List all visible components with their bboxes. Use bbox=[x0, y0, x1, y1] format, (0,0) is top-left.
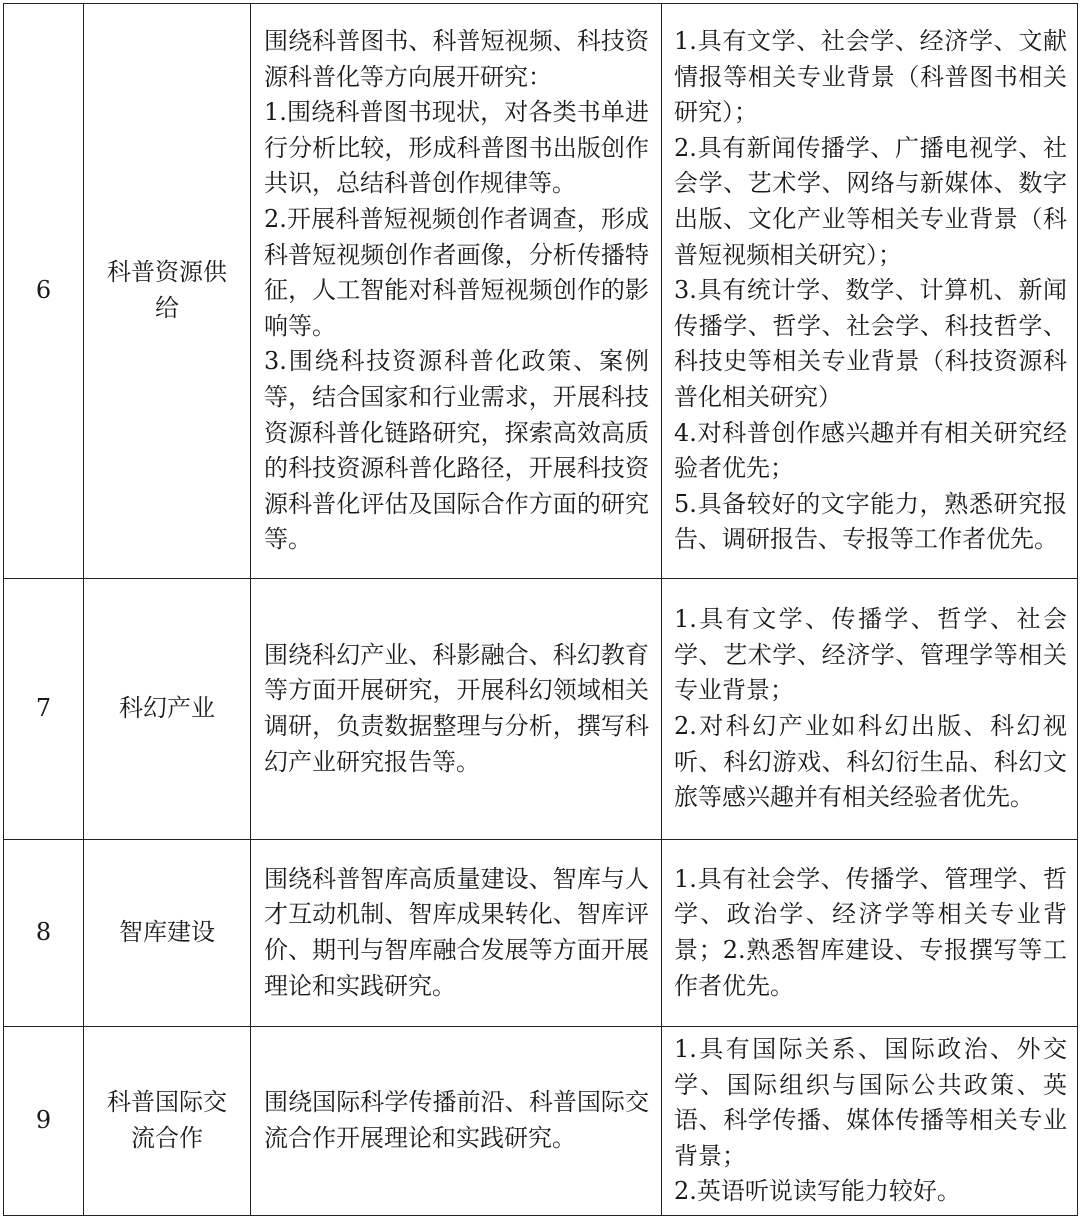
table-row bbox=[4, 1027, 1078, 1216]
row-number: 7 bbox=[4, 579, 84, 840]
requirement-item: 1.具有文学、传播学、哲学、社会学、艺术学、经济学、管理学等相关专业背景； bbox=[674, 605, 1067, 705]
content-paragraph: 2.开展科普短视频创作者调查，形成科普短视频创作者画像，分析传播特征，人工智能对科普短视频创作的影响等。 bbox=[264, 205, 649, 340]
requirements bbox=[662, 1027, 1078, 1216]
content-paragraph: 围绕科普图书、科普短视频、科技资源科普化等方向展开研究： bbox=[264, 27, 649, 91]
requirement-item: 3.具有统计学、数学、计算机、新闻传播学、哲学、社会学、科技哲学、科技史等相关专业背景（科技资源科普化相关研究） bbox=[674, 276, 1067, 411]
row-number: 6 bbox=[4, 4, 84, 579]
requirement-item: 2.对科幻产业如科幻出版、科幻视听、科幻游戏、科幻衍生品、科幻文旅等感兴趣并有相关经验者优先。 bbox=[674, 712, 1067, 812]
research-content bbox=[251, 4, 662, 579]
requirement-item: 4.对科普创作感兴趣并有相关研究经验者优先； bbox=[674, 418, 1067, 483]
table-row bbox=[4, 579, 1078, 840]
content-paragraph: 围绕国际科学传播前沿、科普国际交流合作开展理论和实践研究。 bbox=[264, 1088, 649, 1152]
research-direction: 科普资源供给 bbox=[84, 4, 251, 579]
requirements bbox=[662, 579, 1078, 840]
content-paragraph: 1.围绕科普图书现状，对各类书单进行分析比较，形成科普图书出版创作共识，总结科普创作规律等。 bbox=[264, 98, 649, 198]
table-row bbox=[4, 4, 1078, 579]
research-directions-table bbox=[3, 3, 1078, 1216]
research-content bbox=[251, 579, 662, 840]
requirement-item: 5.具备较好的文字能力，熟悉研究报告、调研报告、专报等工作者优先。 bbox=[674, 489, 1067, 554]
table-row bbox=[4, 840, 1078, 1027]
row-number: 8 bbox=[4, 840, 84, 1027]
requirements bbox=[662, 840, 1078, 1027]
requirement-item: 1.具有国际关系、国际政治、外交学、国际组织与国际公共政策、英语、科学传播、媒体传播等相关专业背景； bbox=[674, 1035, 1067, 1170]
research-content bbox=[251, 840, 662, 1027]
research-content bbox=[251, 1027, 662, 1216]
content-paragraph: 围绕科幻产业、科影融合、科幻教育等方面开展研究，开展科幻领域相关调研，负责数据整理与分析，撰写科幻产业研究报告等。 bbox=[264, 640, 649, 776]
requirement-item: 1.具有社会学、传播学、管理学、哲学、政治学、经济学等相关专业背景；2.熟悉智库建设、专报撰写等工作者优先。 bbox=[674, 864, 1067, 1000]
content-paragraph: 围绕科普智库高质量建设、智库与人才互动机制、智库成果转化、智库评价、期刊与智库融合发展等方面开展理论和实践研究。 bbox=[264, 864, 649, 1000]
research-direction: 智库建设 bbox=[84, 840, 251, 1027]
requirement-item: 1.具有文学、社会学、经济学、文献情报等相关专业背景（科普图书相关研究）； bbox=[674, 27, 1067, 127]
requirements bbox=[662, 4, 1078, 579]
row-number: 9 bbox=[4, 1027, 84, 1216]
research-direction: 科普国际交流合作 bbox=[84, 1027, 251, 1216]
content-paragraph: 3.围绕科技资源科普化政策、案例等，结合国家和行业需求，开展科技资源科普化链路研究，探索高效高质的科技资源科普化路径，开展科技资源科普化评估及国际合作方面的研究等。 bbox=[264, 347, 649, 554]
requirement-item: 2.英语听说读写能力较好。 bbox=[674, 1177, 961, 1206]
requirement-item: 2.具有新闻传播学、广播电视学、社会学、艺术学、网络与新媒体、数字出版、文化产业等相关专业背景（科普短视频相关研究）； bbox=[674, 133, 1067, 269]
research-direction: 科幻产业 bbox=[84, 579, 251, 840]
